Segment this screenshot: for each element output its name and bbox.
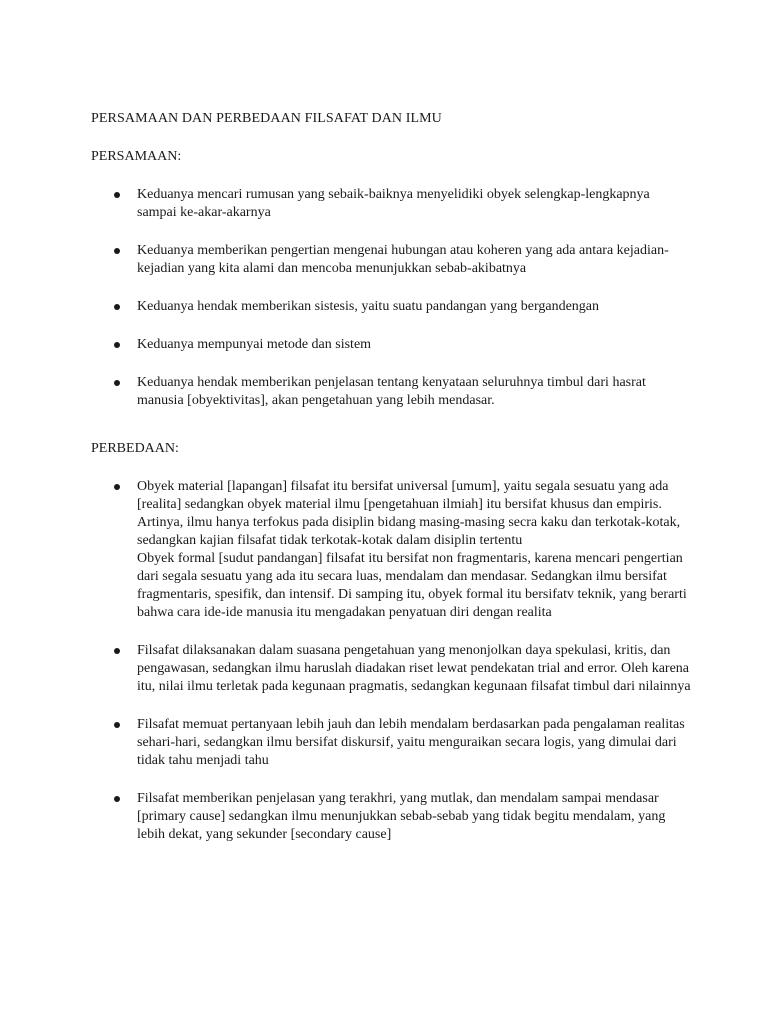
perbedaan-item-1-formal: Obyek formal [sudut pandangan] filsafat itu bersifat non fragmentaris, karena mencari pengertian dari segala sesuatu yang ada itu secara luas, mendalam dan mendasar. Sedangkan ilmu bersifat fragmentaris, spesifik, dan intensif. Di samping itu, obyek formal itu bersifatv teknik, yang berarti bahwa cara ide-ide manusia itu mengadakan penyatuan diri dengan realita: [137, 551, 687, 620]
persamaan-item-2: Keduanya memberikan pengertian mengenai hubungan atau koheren yang ada antara kejadian-kejadian yang kita alami dan mencoba menunjukkan sebab-akibatnya: [91, 242, 691, 278]
perbedaan-item-3: Filsafat memuat pertanyaan lebih jauh dan lebih mendalam berdasarkan pada pengalaman realitas sehari-hari, sedangkan ilmu bersifat diskursif, yaitu menguraikan secara logis, yang dimulai dari tidak tahu menjadi tahu: [91, 716, 691, 770]
persamaan-item-5: Keduanya hendak memberikan penjelasan tentang kenyataan seluruhnya timbul dari hasrat manusia [obyektivitas], akan pengetahuan yang lebih mendasar.: [91, 374, 691, 410]
persamaan-item-1: Keduanya mencari rumusan yang sebaik-baiknya menyelidiki obyek selengkap-lengkapnya sampai ke-akar-akarnya: [91, 186, 691, 222]
document-title: PERSAMAAN DAN PERBEDAAN FILSAFAT DAN ILMU: [91, 111, 442, 126]
perbedaan-heading: PERBEDAAN:: [91, 441, 179, 456]
perbedaan-item-4: Filsafat memberikan penjelasan yang terakhri, yang mutlak, dan mendalam sampai mendasar [primary cause] sedangkan ilmu menunjukkan sebab-sebab yang tidak begitu mendalam, yang lebih dekat, yang sekunder [secondary cause]: [91, 790, 691, 844]
persamaan-list: [91, 186, 691, 410]
perbedaan-item-1: [91, 478, 691, 622]
persamaan-heading: PERSAMAAN:: [91, 149, 182, 164]
persamaan-item-3: Keduanya hendak memberikan sistesis, yaitu suatu pandangan yang bergandengan: [91, 298, 691, 316]
perbedaan-list: [91, 478, 691, 844]
persamaan-item-4: Keduanya mempunyai metode dan sistem: [91, 336, 691, 354]
perbedaan-item-1-material: Obyek material [lapangan] filsafat itu bersifat universal [umum], yaitu segala sesuatu yang ada [realita] sedangkan obyek material ilmu [pengetahuan ilmiah] itu bersifat khusus dan empiris. Artinya, ilmu hanya terfokus pada disiplin bidang masing-masing secra kaku dan terkotak-kotak, sedangkan kajian filsafat tidak terkotak-kotak dalam disiplin tertentu: [137, 479, 681, 548]
document-body: [91, 110, 691, 864]
perbedaan-item-2: Filsafat dilaksanakan dalam suasana pengetahuan yang menonjolkan daya spekulasi, kritis, dan pengawasan, sedangkan ilmu haruslah diadakan riset lewat pendekatan trial and error. Oleh karena itu, nilai ilmu terletak pada kegunaan pragmatis, sedangkan kegunaan filsafat timbul dari nilainnya: [91, 642, 691, 696]
